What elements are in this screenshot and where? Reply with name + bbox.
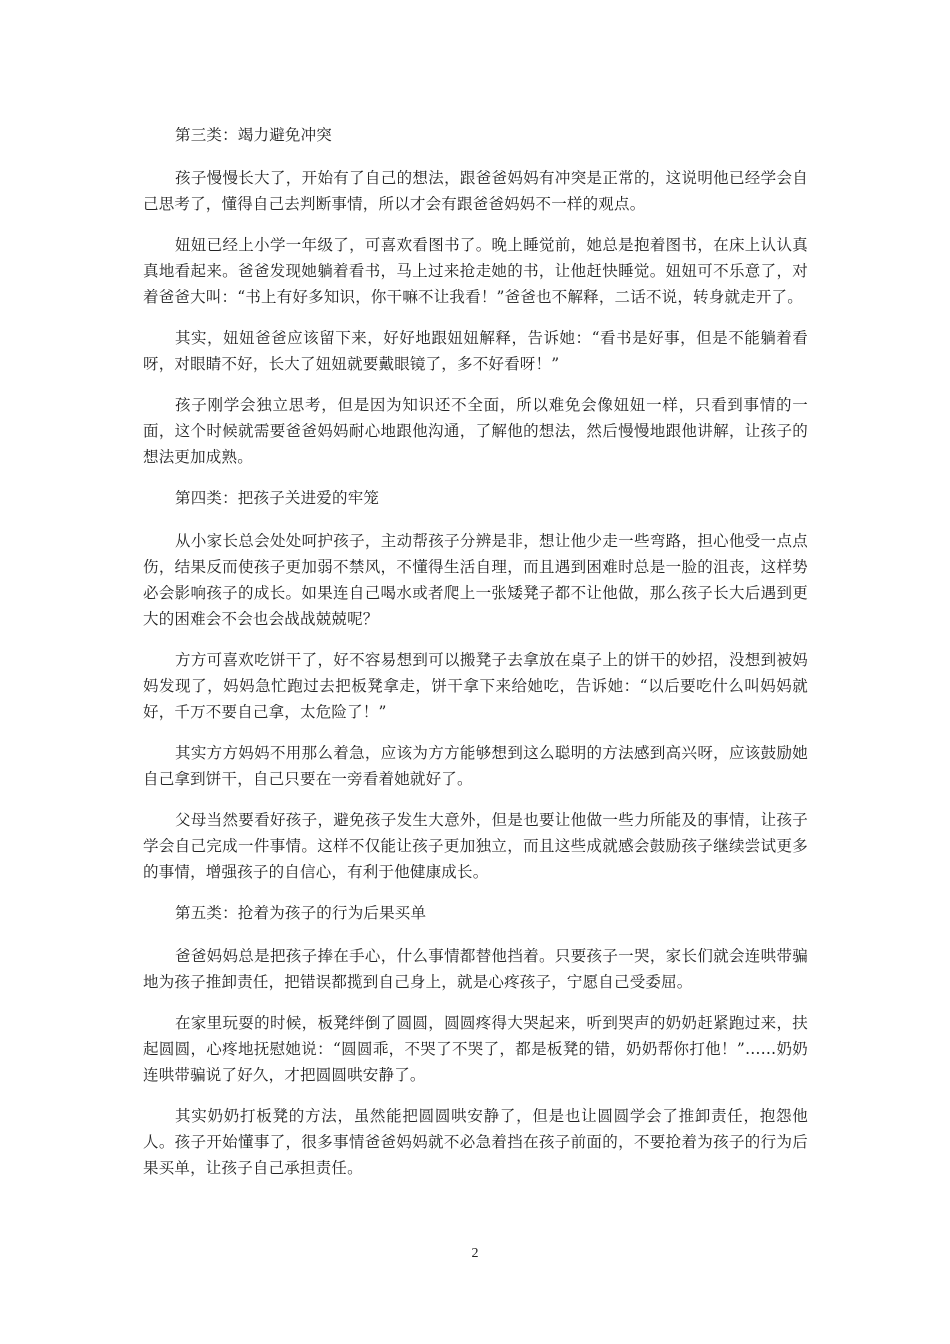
page-content — [143, 122, 808, 1196]
paragraph: 爸爸妈妈总是把孩子捧在手心，什么事情都替他挡着。只要孩子一哭，家长们就会连哄带骗地为孩子推卸责任，把错误都揽到自己身上，就是心疼孩子，宁愿自己受委屈。 — [143, 947, 808, 991]
paragraph: 方方可喜欢吃饼干了，好不容易想到可以搬凳子去拿放在桌子上的饼干的妙招，没想到被妈妈发现了，妈妈急忙跑过去把板凳拿走，饼干拿下来给她吃，告诉她：“以后要吃什么叫妈妈就好，千万不要自己拿，太危险了！” — [143, 651, 808, 721]
section-heading-3: 第三类：竭力避免冲突 — [175, 126, 333, 144]
paragraph: 其实，妞妞爸爸应该留下来，好好地跟妞妞解释，告诉她：“看书是好事，但是不能躺着看呀，对眼睛不好，长大了妞妞就要戴眼镜了，多不好看呀！” — [143, 329, 808, 373]
paragraph: 其实奶奶打板凳的方法，虽然能把圆圆哄安静了，但是也让圆圆学会了推卸责任，抱怨他人。孩子开始懂事了，很多事情爸爸妈妈就不必急着挡在孩子前面的，不要抢着为孩子的行为后果买单，让孩子自己承担责任。 — [143, 1107, 808, 1177]
section-heading-4: 第四类：把孩子关进爱的牢笼 — [175, 489, 380, 507]
paragraph: 从小家长总会处处呵护孩子，主动帮孩子分辨是非，想让他少走一些弯路，担心他受一点点伤，结果反而使孩子更加弱不禁风，不懂得生活自理，而且遇到困难时总是一脸的沮丧，这样势必会影响孩子的成长。如果连自己喝水或者爬上一张矮凳子都不让他做，那么孩子长大后遇到更大的困难会不会也会战战兢兢呢？ — [143, 532, 808, 628]
paragraph: 父母当然要看好孩子，避免孩子发生大意外，但是也要让他做一些力所能及的事情，让孩子学会自己完成一件事情。这样不仅能让孩子更加独立，而且这些成就感会鼓励孩子继续尝试更多的事情，增强孩子的自信心，有利于他健康成长。 — [143, 811, 808, 881]
paragraph: 妞妞已经上小学一年级了，可喜欢看图书了。晚上睡觉前，她总是抱着图书，在床上认认真真地看起来。爸爸发现她躺着看书，马上过来抢走她的书，让他赶快睡觉。妞妞可不乐意了，对着爸爸大叫：“书上有好多知识，你干嘛不让我看！”爸爸也不解释，二话不说，转身就走开了。 — [143, 236, 808, 306]
paragraph: 孩子刚学会独立思考，但是因为知识还不全面，所以难免会像妞妞一样，只看到事情的一面，这个时候就需要爸爸妈妈耐心地跟他沟通，了解他的想法，然后慢慢地跟他讲解，让孩子的想法更加成熟。 — [143, 396, 808, 466]
paragraph: 其实方方妈妈不用那么着急，应该为方方能够想到这么聪明的方法感到高兴呀，应该鼓励她自己拿到饼干，自己只要在一旁看着她就好了。 — [143, 744, 808, 788]
page-number: 2 — [471, 1246, 479, 1261]
paragraph: 孩子慢慢长大了，开始有了自己的想法，跟爸爸妈妈有冲突是正常的，这说明他已经学会自己思考了，懂得自己去判断事情，所以才会有跟爸爸妈妈不一样的观点。 — [143, 169, 808, 213]
paragraph: 在家里玩耍的时候，板凳绊倒了圆圆，圆圆疼得大哭起来，听到哭声的奶奶赶紧跑过来，扶起圆圆，心疼地抚慰她说：“圆圆乖，不哭了不哭了，都是板凳的错，奶奶帮你打他！”……奶奶连哄带骗说了好久，才把圆圆哄安静了。 — [143, 1014, 808, 1084]
section-heading-5: 第五类：抢着为孩子的行为后果买单 — [175, 904, 427, 922]
